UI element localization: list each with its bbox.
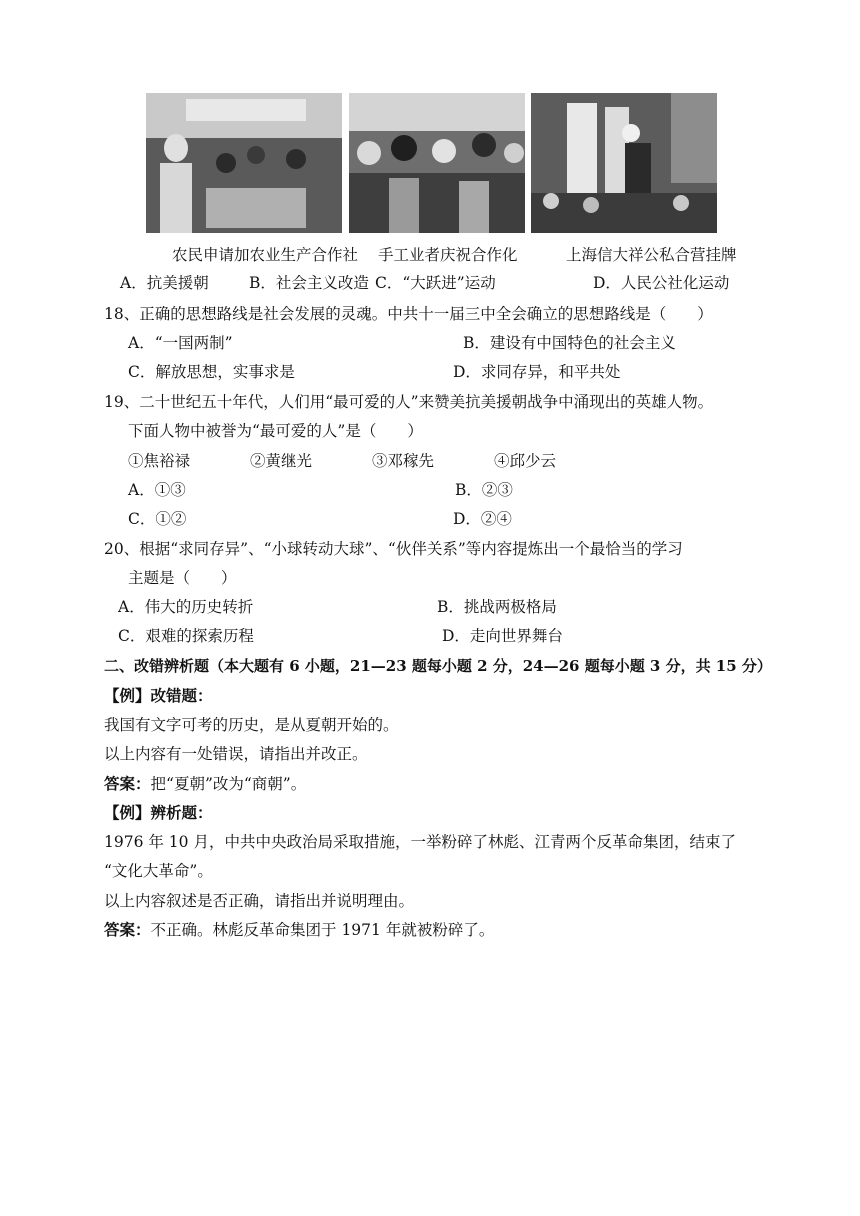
q18-option-c: C．解放思想，实事求是 xyxy=(128,363,295,381)
example1-tag: 【例】 xyxy=(104,686,151,705)
q19-option-a: A．①③ xyxy=(128,481,186,499)
q19-stem-line1: 19、二十世纪五十年代，人们用“最可爱的人”来赞美抗美援朝战争中涌现出的英雄人物。 xyxy=(104,393,714,411)
example1-label: 改错题： xyxy=(150,686,213,705)
photo-farmers-cooperative xyxy=(146,93,342,233)
q19-stem-line2: 下面人物中被誉为“最可爱的人”是（ ） xyxy=(128,422,423,440)
q19-item-1: ①焦裕禄 xyxy=(128,452,191,470)
q18-option-d: D．求同存异，和平共处 xyxy=(453,363,621,381)
q17-option-d: D．人民公社化运动 xyxy=(593,274,730,292)
example2-answer-text: 不正确。林彪反革命集团于 1971 年就被粉碎了。 xyxy=(150,921,495,939)
photo-artisans-celebrate xyxy=(349,93,525,233)
example2-answer xyxy=(104,920,494,940)
q17-option-b: B．社会主义改造 xyxy=(249,274,369,292)
example2-label: 辨析题： xyxy=(150,803,213,822)
q20-option-a: A．伟大的历史转折 xyxy=(118,598,254,616)
section2-title: 二、改错辨析题（本大题有 6 小题，21—23 题每小题 2 分，24—26 题每小题 3 分，共 15 分） xyxy=(104,657,772,675)
caption-farmers: 农民申请加农业生产合作社 xyxy=(172,246,359,264)
q20-option-d: D．走向世界舞台 xyxy=(442,627,563,645)
example2-answer-label: 答案： xyxy=(104,920,151,939)
q19-option-b: B．②③ xyxy=(455,481,513,499)
q19-item-2: ②黄继光 xyxy=(250,452,313,470)
example1-answer-label: 答案： xyxy=(104,774,151,793)
q17-option-a: A．抗美援朝 xyxy=(120,274,209,292)
example2-line1: 1976 年 10 月，中共中央政治局采取措施，一举粉碎了林彪、江青两个反革命集团，结束了 xyxy=(104,833,736,851)
q20-stem-line1: 20、根据“求同存异”、“小球转动大球”、“伙伴关系”等内容提炼出一个最恰当的学习 xyxy=(104,540,683,558)
q19-option-d: D．②④ xyxy=(453,510,512,528)
example2-tag: 【例】 xyxy=(104,803,151,822)
q18-stem: 18、正确的思想路线是社会发展的灵魂。中共十一届三中全会确立的思想路线是（ ） xyxy=(104,305,713,323)
example1-answer-text: 把“夏朝”改为“商朝”。 xyxy=(150,775,307,793)
example2-heading xyxy=(104,803,213,823)
example1-heading xyxy=(104,686,213,706)
q20-option-c: C．艰难的探索历程 xyxy=(118,627,254,645)
q19-item-4: ④邱少云 xyxy=(494,452,557,470)
caption-artisans: 手工业者庆祝合作化 xyxy=(378,246,518,264)
example2-line2: “文化大革命”。 xyxy=(104,862,213,880)
q19-item-3: ③邓稼先 xyxy=(372,452,435,470)
photo-shanghai-xindaxiang xyxy=(531,93,717,233)
example1-line2: 以上内容有一处错误，请指出并改正。 xyxy=(104,745,368,763)
q19-option-c: C．①② xyxy=(128,510,187,528)
caption-xindaxiang: 上海信大祥公私合营挂牌 xyxy=(566,246,737,264)
q17-option-c: C．“大跃进”运动 xyxy=(375,274,496,292)
q20-stem-line2: 主题是（ ） xyxy=(128,569,237,587)
example1-line1: 我国有文字可考的历史，是从夏朝开始的。 xyxy=(104,716,399,734)
example1-answer xyxy=(104,774,306,794)
q18-option-a: A．“一国两制” xyxy=(128,334,233,352)
example2-line3: 以上内容叙述是否正确，请指出并说明理由。 xyxy=(104,892,415,910)
q20-option-b: B．挑战两极格局 xyxy=(437,598,557,616)
q18-option-b: B．建设有中国特色的社会主义 xyxy=(463,334,676,352)
